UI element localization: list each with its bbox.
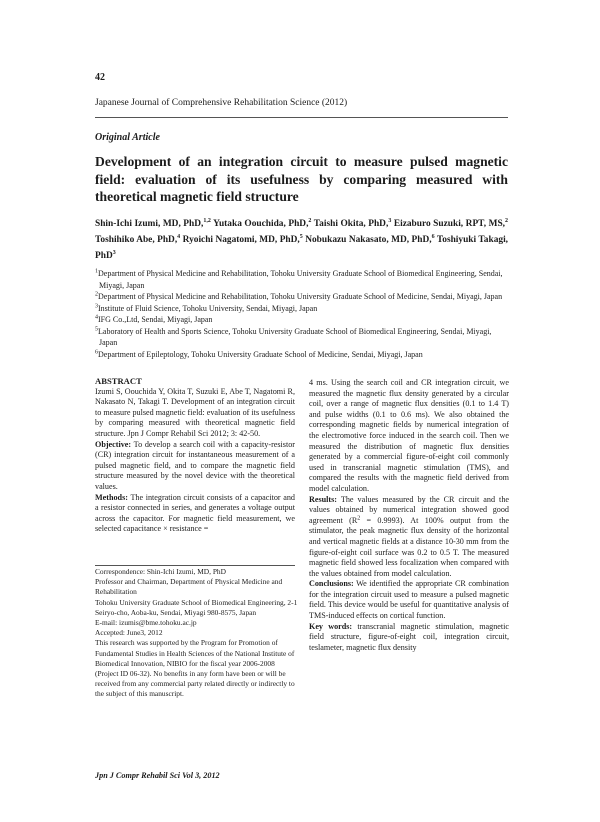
abstract-objective: Objective: To develop a search coil with a capacity-resistor (CR) integration circuit for instantaneous measurement of a pulsed magnetic field, and to compare the magnetic field structure measured by the novel device with the theoretical values. (95, 439, 295, 491)
affiliation: $^4$IFG Co.,Ltd, Sendai, Miyagi, Japan (95, 314, 213, 324)
correspondence-email: E-mail: izumis@bme.tohoku.ac.jp (95, 618, 197, 628)
abstract-methods: Methods: The integration circuit consists of a capacitor and a resistor connected in series, and generates a voltage output across the capacitor. For magnetic field measurement, we selected capacitance × resistance = (95, 492, 295, 534)
abstract-methods-continued: 4 ms. Using the search coil and CR integration circuit, we measured the magnetic flux density generated by a circular coil, over a range of magnetic flux densities (0.1 to 1.4 T) and pulse widths (0.1 to 0.6 ms). We also obtained the corresponding magnetic fields by numerical integration of the electromotive force induced in the search coil. Then we measured the distribution of magnetic flux densities generated by a commercial figure-of-eight coil commonly used in transcranial magnetic stimulation (TMS), and compared the results with the magnetic field derived from model calculation. (309, 378, 509, 493)
correspondence-divider (95, 565, 295, 566)
correspondence-line: Correspondence: Shin-Ichi Izumi, MD, PhD (95, 567, 226, 576)
article-title: Development of an integration circuit to measure pulsed magnetic field: evaluation of its usefulness by comparing measured with theoretical magnetic field structure (95, 154, 508, 204)
author-name: Eizaburo Suzuki, RPT, MS, (393, 219, 505, 229)
objective-label: Objective: (95, 439, 132, 449)
author-affiliation-ref: 2 (505, 217, 508, 224)
affiliation: $^2$Department of Physical Medicine and Rehabilitation, Tohoku University Graduate School of Medicine, Sendai, Miyagi, Japan (95, 291, 503, 301)
author (314, 219, 394, 229)
author-name: Taishi Okita, PhD, (313, 219, 389, 229)
author-name: Shin-Ichi Izumi, MD, PhD, (95, 219, 204, 229)
affiliation-number: 2 (95, 291, 98, 298)
affiliation-number: 5 (95, 325, 98, 332)
author-name: Nobukazu Nakasato, MD, PhD, (305, 235, 432, 245)
results-label: Results: (309, 494, 337, 504)
correspondence-line: Professor and Chairman, Department of Physical Medicine and Rehabilitation (95, 577, 283, 597)
author (183, 235, 306, 245)
author-affiliation-ref: 1,2 (203, 217, 211, 224)
author (213, 219, 314, 229)
author-affiliation-ref: 6 (431, 233, 435, 240)
author-name: Toshihiko Abe, PhD, (95, 235, 178, 245)
funding-note: This research was supported by the Program for Promotion of Fundamental Studies in Health Sciences of the National Institute of Biomedical Innovation, NIBIO for the fiscal year 2006-2008 (Project ID 06-32). No benefits in any form have been or will be received from any commercial party related directly or indirectly to the subject of this manuscript. (95, 638, 295, 699)
abstract-heading: ABSTRACT (95, 376, 142, 386)
abstract-left-column (95, 376, 295, 535)
author-affiliation-ref: 2 (308, 217, 312, 224)
page-number: 42 (95, 72, 105, 83)
page-footer: Jpn J Compr Rehabil Sci Vol 3, 2012 (95, 771, 220, 780)
abstract-citation: Izumi S, Oouchida Y, Okita T, Suzuki E, Abe T, Nagatomi R, Nakasato N, Takagi T. Development of an integration circuit to measure pulsed magnetic field: evaluation of its usefulness by comparing measured with theoretical magnetic field structure. Jpn J Compr Rehabil Sci 2012; 3: 42-50. (95, 386, 295, 438)
author-name: Toshiyuki Takagi, PhD (95, 235, 509, 261)
author (95, 219, 213, 229)
author-affiliation-ref: 5 (299, 233, 303, 240)
conclusions-label: Conclusions: (309, 579, 354, 589)
affiliation: $^6$Department of Epileptology, Tohoku University Graduate School of Medicine, Sendai, Miyagi, Japan (95, 348, 423, 359)
affiliation-number: 4 (95, 314, 98, 321)
correspondence-block (95, 567, 300, 700)
author-name: Yutaka Oouchida, PhD, (213, 219, 309, 229)
author-list (95, 216, 508, 264)
header-divider (95, 117, 508, 118)
affiliation-number: 3 (95, 302, 98, 309)
abstract-conclusions: Conclusions: We identified the appropriate CR combination for the integration circuit used to measure a pulsed magnetic field. This device would be useful for quantitative analysis of TMS-induced effects on cortical function. (309, 579, 509, 621)
abstract-right-column (309, 378, 509, 653)
abstract-keywords: Key words: transcranial magnetic stimulation, magnetic field structure, figure-of-eight coil, integration circuit, teslameter, magnetic flux density (309, 621, 510, 652)
article-type: Original Article (95, 132, 160, 143)
affiliation: $^3$Institute of Fluid Science, Tohoku University, Sendai, Miyagi, Japan (95, 302, 318, 313)
affiliation: $^1$Department of Physical Medicine and Rehabilitation, Tohoku University Graduate School of Biomedical Engineering, Sendai, Miyagi, Japan (95, 268, 503, 290)
author-affiliation-ref: 3 (388, 217, 392, 224)
affiliation-list (95, 268, 508, 360)
methods-label: Methods: (95, 492, 128, 502)
keywords-label: Key words: (309, 621, 353, 631)
journal-header: Japanese Journal of Comprehensive Rehabilitation Science (2012) (95, 98, 348, 108)
author-name: Ryoichi Nagatomi, MD, PhD, (182, 235, 300, 245)
author-affiliation-ref: 4 (177, 233, 181, 240)
affiliation-number: 6 (95, 348, 98, 355)
correspondence-line: Tohoku University Graduate School of Biomedical Engineering, 2-1 Seiryo-cho, Aoba-ku, Sendai, Miyagi 980-8575, Japan (95, 597, 298, 617)
author (95, 235, 183, 245)
author (305, 235, 437, 245)
affiliation-number: 1 (95, 268, 98, 275)
affiliation: $^5$Laboratory of Health and Sports Science, Tohoku University Graduate School of Biomedical Engineering, Sendai, Miyagi, Japan (95, 325, 492, 347)
author (394, 219, 508, 229)
abstract-results: Results: The values measured by the CR circuit and the values obtained by numerical integration showed good agreement $(R^2 = 0.9993)$. At 100% output from the stimulator, the peak magnetic flux density of the horizontal and vertical magnetic fields at a distance 10-30 mm from the figure-of-eight coil surface was 0.2 to 0.5 T. The measured magnetic field showed less focalization when compared with the values obtained from model calculation. (309, 494, 509, 578)
accepted-date: Accepted: June3, 2012 (95, 628, 163, 638)
author-affiliation-ref: 3 (112, 249, 116, 256)
